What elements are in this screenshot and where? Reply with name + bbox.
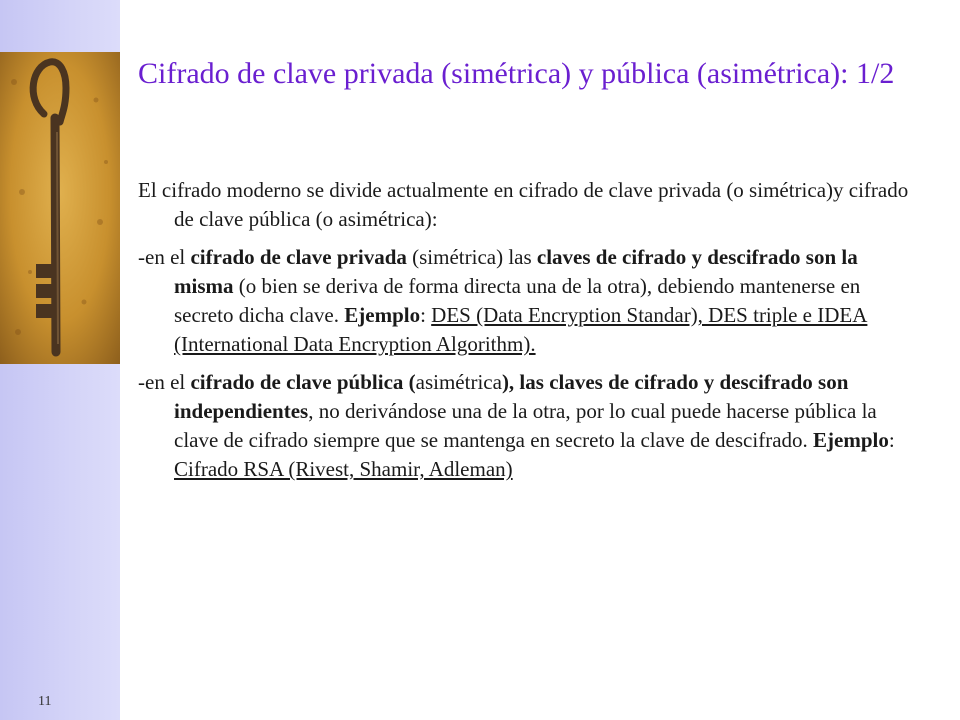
intro-paragraph <box>138 176 918 234</box>
private-bold-2: claves de cifrado y descifrado son la misma <box>174 245 858 298</box>
private-example-link[interactable]: DES (Data Encryption Standar), DES triple e IDEA (International Data Encryption Algorithm). <box>174 303 868 356</box>
public-key-paragraph <box>138 368 918 484</box>
private-prefix: -en el <box>138 245 191 269</box>
public-text-1: asimétrica <box>415 370 502 394</box>
private-example-label: Ejemplo <box>344 303 421 327</box>
private-text-2: (o bien se deriva de forma directa una de la otra), debiendo mantenerse en secreto dicha clave. <box>174 274 861 327</box>
intro-text: El cifrado moderno se divide actualmente en cifrado de clave privada (o simétrica)y cifrado de clave pública (o asimétrica): <box>138 178 909 231</box>
private-key-paragraph <box>138 243 918 359</box>
slide-body <box>138 176 918 493</box>
private-example-colon: : <box>420 303 432 327</box>
key-image <box>0 52 120 364</box>
public-example-link[interactable]: Cifrado RSA (Rivest, Shamir, Adleman) <box>174 457 513 481</box>
page-number: 11 <box>38 694 52 709</box>
key-icon <box>0 52 120 364</box>
public-bold-2: ), las claves de cifrado y descifrado son independientes <box>174 370 849 423</box>
public-example-label: Ejemplo <box>813 428 889 452</box>
public-bold-1: cifrado de clave pública ( <box>190 370 416 394</box>
private-text-1: (simétrica) las <box>406 245 537 269</box>
public-prefix: -en el <box>138 370 191 394</box>
private-bold-1: cifrado de clave privada <box>190 245 407 269</box>
public-example-colon: : <box>888 428 895 452</box>
slide-title: Cifrado de clave privada (simétrica) y pública (asimétrica): 1/2 <box>138 57 895 90</box>
public-text-2: , no derivándose una de la otra, por lo cual puede hacerse pública la clave de cifrado siempre que se mantenga en secreto la clave de descifrado. <box>174 399 877 452</box>
